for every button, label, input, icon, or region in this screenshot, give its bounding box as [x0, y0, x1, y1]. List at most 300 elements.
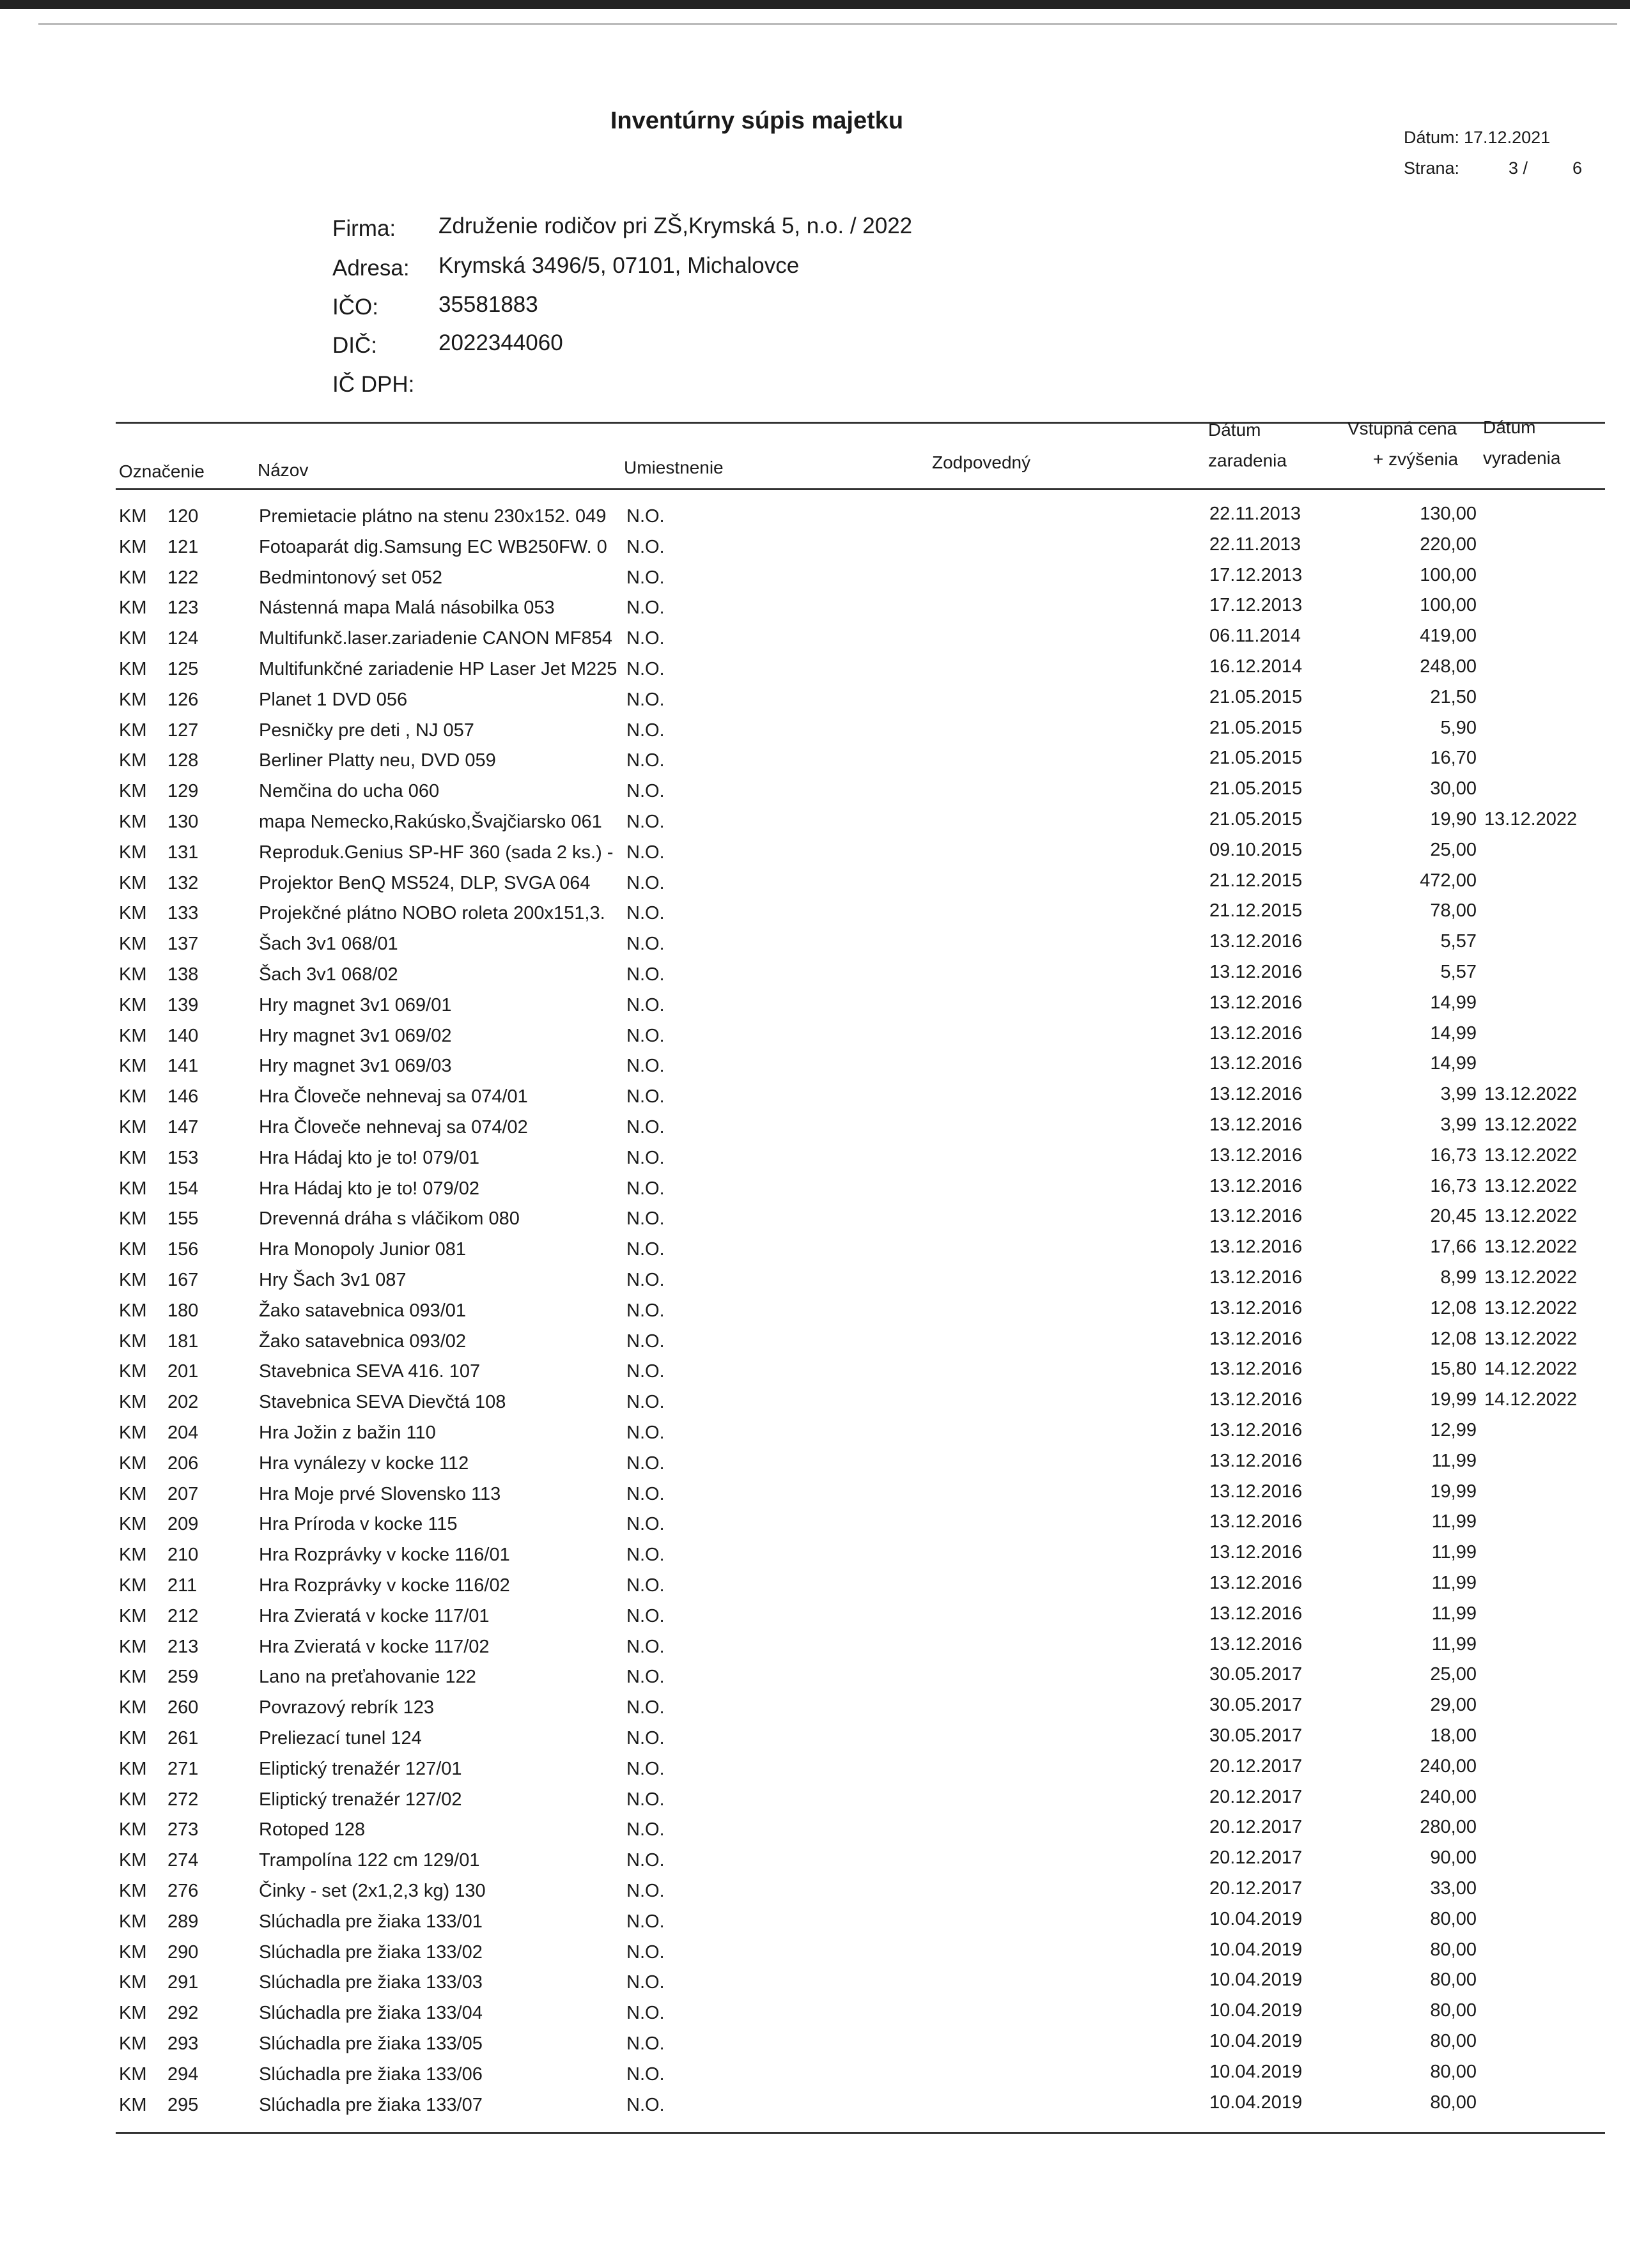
- row-date-added: 21.05.2015: [1209, 809, 1303, 829]
- row-number: 131: [167, 842, 199, 863]
- table-row: [0, 1725, 1630, 1759]
- row-location: N.O.: [626, 628, 665, 649]
- row-date-added: 30.05.2017: [1209, 1695, 1303, 1716]
- table-row: [0, 1697, 1630, 1728]
- row-price: 248,00: [1420, 656, 1477, 677]
- table-row: [0, 1908, 1630, 1942]
- scan-line: [38, 23, 1617, 25]
- row-location: N.O.: [626, 1972, 665, 1993]
- row-date-removed: 13.12.2022: [1484, 1084, 1578, 1105]
- row-name: Hra Jožin z bažin 110: [259, 1423, 436, 1443]
- row-date-removed: 14.12.2022: [1484, 1389, 1578, 1410]
- row-date-added: 06.11.2014: [1209, 626, 1301, 647]
- table-row: [0, 1511, 1630, 1545]
- row-date-added: 13.12.2016: [1209, 962, 1303, 982]
- table-row: [0, 2000, 1630, 2033]
- row-date-added: 13.12.2016: [1209, 931, 1303, 952]
- table-row: [0, 534, 1630, 567]
- row-price: 80,00: [1430, 1908, 1477, 1929]
- row-date-added: 13.12.2016: [1209, 1206, 1303, 1227]
- table-row: [0, 1022, 1630, 1056]
- row-location: N.O.: [626, 1117, 665, 1138]
- table-row: [0, 750, 1630, 781]
- table-row: [0, 1053, 1630, 1086]
- row-prefix: KM: [119, 1423, 147, 1443]
- row-date-removed: 13.12.2022: [1484, 1267, 1578, 1288]
- row-prefix: KM: [119, 1789, 147, 1810]
- row-location: N.O.: [626, 1331, 665, 1352]
- row-date-added: 13.12.2016: [1209, 1481, 1303, 1502]
- row-location: N.O.: [626, 1758, 665, 1779]
- row-prefix: KM: [119, 1178, 147, 1199]
- table-row: [0, 839, 1630, 873]
- row-location: N.O.: [626, 1881, 665, 1901]
- row-name: Fotoaparát dig.Samsung EC WB250FW. 0: [259, 536, 607, 557]
- table-row: [0, 1819, 1630, 1850]
- row-date-removed: 14.12.2022: [1484, 1359, 1578, 1380]
- table-row: [0, 1450, 1630, 1484]
- row-prefix: KM: [119, 1667, 147, 1688]
- row-price: 8,99: [1440, 1267, 1477, 1288]
- table-row: [0, 1542, 1630, 1575]
- row-price: 240,00: [1420, 1755, 1477, 1777]
- col-umiestnenie: Umiestnenie: [624, 458, 724, 477]
- row-price: 14,99: [1430, 1053, 1477, 1074]
- row-prefix: KM: [119, 1117, 147, 1138]
- table-row: [0, 2033, 1630, 2064]
- row-prefix: KM: [119, 567, 147, 588]
- row-number: 211: [167, 1575, 198, 1596]
- row-price: 20,45: [1430, 1206, 1477, 1227]
- row-location: N.O.: [626, 1545, 665, 1566]
- row-number: 133: [167, 903, 199, 924]
- row-location: N.O.: [626, 506, 665, 527]
- row-location: N.O.: [626, 1300, 665, 1321]
- row-prefix: KM: [119, 1636, 147, 1657]
- row-date-added: 13.12.2016: [1209, 1237, 1303, 1258]
- row-prefix: KM: [119, 2033, 147, 2054]
- row-name: Hra Moje prvé Slovensko 113: [259, 1483, 501, 1504]
- row-prefix: KM: [119, 842, 147, 863]
- table-row: [0, 931, 1630, 964]
- row-name: Projekčné plátno NOBO roleta 200x151,3.: [259, 903, 605, 924]
- row-date-added: 10.04.2019: [1209, 2061, 1303, 2082]
- col-datum-zaradenia-bottom: zaradenia: [1208, 451, 1287, 470]
- row-name: Slúchadla pre žiaka 133/04: [259, 2003, 483, 2024]
- row-prefix: KM: [119, 720, 147, 741]
- row-price: 19,90: [1430, 809, 1477, 829]
- table-row: [0, 686, 1630, 720]
- row-price: 29,00: [1430, 1695, 1477, 1716]
- row-date-added: 10.04.2019: [1209, 1970, 1303, 1991]
- row-name: Nemčina do ucha 060: [259, 781, 440, 802]
- row-location: N.O.: [626, 1483, 665, 1504]
- row-name: Hra Človeče nehnevaj sa 074/01: [259, 1086, 528, 1107]
- row-date-added: 17.12.2013: [1209, 595, 1303, 616]
- row-prefix: KM: [119, 1025, 147, 1046]
- row-price: 78,00: [1430, 900, 1477, 922]
- row-prefix: KM: [119, 1514, 147, 1535]
- firma-label: Firma:: [332, 216, 396, 241]
- row-prefix: KM: [119, 536, 147, 557]
- row-price: 80,00: [1430, 2092, 1477, 2113]
- table-row: [0, 1664, 1630, 1697]
- table-row: [0, 1850, 1630, 1881]
- row-date-added: 21.05.2015: [1209, 748, 1303, 769]
- row-name: Pesničky pre deti , NJ 057: [259, 720, 474, 741]
- row-prefix: KM: [119, 903, 147, 924]
- row-prefix: KM: [119, 1300, 147, 1321]
- row-price: 33,00: [1430, 1878, 1477, 1899]
- row-location: N.O.: [626, 1056, 665, 1077]
- row-date-added: 20.12.2017: [1209, 1878, 1303, 1899]
- row-prefix: KM: [119, 2094, 147, 2115]
- row-number: 271: [167, 1758, 199, 1779]
- row-date-added: 13.12.2016: [1209, 1511, 1303, 1532]
- row-location: N.O.: [626, 1270, 665, 1290]
- row-date-added: 30.05.2017: [1209, 1664, 1303, 1685]
- row-prefix: KM: [119, 1911, 147, 1932]
- row-number: 121: [167, 536, 199, 557]
- row-name: Trampolína 122 cm 129/01: [259, 1850, 480, 1871]
- row-location: N.O.: [626, 2094, 665, 2115]
- row-prefix: KM: [119, 1605, 147, 1626]
- row-prefix: KM: [119, 1972, 147, 1993]
- dic-label: DIČ:: [332, 333, 377, 358]
- row-date-added: 13.12.2016: [1209, 1389, 1303, 1410]
- row-number: 210: [167, 1545, 199, 1566]
- row-date-added: 21.05.2015: [1209, 778, 1303, 799]
- row-price: 19,99: [1430, 1389, 1477, 1410]
- row-date-removed: 13.12.2022: [1484, 1145, 1578, 1166]
- row-price: 419,00: [1420, 626, 1477, 647]
- table-row: [0, 1755, 1630, 1789]
- row-name: Lano na preťahovanie 122: [259, 1667, 476, 1688]
- row-number: 180: [167, 1300, 199, 1321]
- col-datum-zaradenia-top: Dátum: [1208, 420, 1261, 440]
- row-name: Hra Rozprávky v kocke 116/02: [259, 1575, 510, 1596]
- table-row: [0, 506, 1630, 537]
- row-price: 30,00: [1430, 778, 1477, 799]
- row-number: 204: [167, 1423, 199, 1443]
- row-number: 292: [167, 2003, 199, 2024]
- row-name: Eliptický trenažér 127/01: [259, 1758, 462, 1779]
- row-location: N.O.: [626, 1086, 665, 1107]
- row-number: 213: [167, 1636, 199, 1657]
- row-date-added: 22.11.2013: [1209, 534, 1301, 555]
- row-prefix: KM: [119, 1575, 147, 1596]
- row-name: Slúchadla pre žiaka 133/02: [259, 1941, 483, 1963]
- row-number: 212: [167, 1605, 199, 1626]
- row-number: 155: [167, 1208, 199, 1230]
- row-location: N.O.: [626, 689, 665, 710]
- table-row: [0, 1239, 1630, 1270]
- row-name: Hra Človeče nehnevaj sa 074/02: [259, 1117, 528, 1138]
- row-prefix: KM: [119, 1239, 147, 1260]
- row-prefix: KM: [119, 1086, 147, 1107]
- row-prefix: KM: [119, 2064, 147, 2085]
- row-price: 25,00: [1430, 839, 1477, 860]
- row-location: N.O.: [626, 1819, 665, 1840]
- row-name: Projektor BenQ MS524, DLP, SVGA 064: [259, 872, 591, 893]
- row-name: Hra Zvieratá v kocke 117/01: [259, 1605, 490, 1626]
- row-price: 3,99: [1440, 1084, 1477, 1105]
- row-number: 167: [167, 1270, 199, 1290]
- row-price: 80,00: [1430, 2061, 1477, 2082]
- row-name: Hry magnet 3v1 069/02: [259, 1025, 452, 1046]
- row-date-added: 13.12.2016: [1209, 1297, 1303, 1318]
- table-row: [0, 1117, 1630, 1148]
- row-price: 100,00: [1420, 564, 1477, 585]
- row-price: 17,66: [1430, 1237, 1477, 1258]
- row-price: 11,99: [1431, 1573, 1477, 1593]
- col-zodpovedny: Zodpovedný: [932, 452, 1031, 472]
- row-location: N.O.: [626, 1636, 665, 1657]
- table-row: [0, 964, 1630, 995]
- dic-value: 2022344060: [439, 330, 563, 355]
- row-date-added: 13.12.2016: [1209, 1359, 1303, 1380]
- row-number: 290: [167, 1941, 199, 1963]
- icdph-label: IČ DPH:: [332, 372, 415, 397]
- row-location: N.O.: [626, 1575, 665, 1596]
- row-number: 206: [167, 1453, 199, 1474]
- row-number: 126: [167, 689, 199, 710]
- row-date-added: 13.12.2016: [1209, 1145, 1303, 1166]
- row-prefix: KM: [119, 1331, 147, 1352]
- row-number: 201: [167, 1361, 199, 1382]
- row-price: 11,99: [1431, 1633, 1477, 1655]
- row-name: Žako satavebnica 093/02: [259, 1331, 467, 1352]
- row-date-added: 10.04.2019: [1209, 2092, 1303, 2113]
- row-price: 11,99: [1431, 1450, 1477, 1471]
- row-number: 122: [167, 567, 199, 588]
- table-row: [0, 1972, 1630, 2003]
- row-prefix: KM: [119, 1758, 147, 1779]
- row-name: Planet 1 DVD 056: [259, 689, 408, 710]
- row-date-added: 30.05.2017: [1209, 1725, 1303, 1746]
- document-title: Inventúrny súpis majetku: [610, 107, 904, 134]
- page-count: 6: [1572, 158, 1583, 178]
- row-number: 260: [167, 1697, 199, 1718]
- row-prefix: KM: [119, 934, 147, 955]
- row-prefix: KM: [119, 1545, 147, 1566]
- row-date-removed: 13.12.2022: [1484, 1237, 1578, 1258]
- row-price: 21,50: [1430, 686, 1477, 707]
- table-bottom-rule: [116, 2132, 1605, 2134]
- row-prefix: KM: [119, 872, 147, 893]
- row-prefix: KM: [119, 1941, 147, 1963]
- table-row: [0, 1939, 1630, 1973]
- row-prefix: KM: [119, 1361, 147, 1382]
- row-date-added: 13.12.2016: [1209, 992, 1303, 1013]
- row-price: 11,99: [1431, 1603, 1477, 1624]
- row-number: 138: [167, 964, 199, 985]
- row-name: Hry magnet 3v1 069/03: [259, 1056, 452, 1077]
- row-date-added: 10.04.2019: [1209, 1939, 1303, 1960]
- row-date-removed: 13.12.2022: [1484, 1206, 1578, 1227]
- row-number: 273: [167, 1819, 199, 1840]
- row-number: 274: [167, 1850, 199, 1871]
- table-row: [0, 1481, 1630, 1515]
- row-location: N.O.: [626, 1453, 665, 1474]
- row-name: Hra vynálezy v kocke 112: [259, 1453, 469, 1474]
- row-price: 220,00: [1420, 534, 1477, 555]
- row-name: Hra Príroda v kocke 115: [259, 1514, 458, 1535]
- row-price: 16,73: [1430, 1175, 1477, 1196]
- row-price: 5,57: [1440, 931, 1477, 952]
- row-location: N.O.: [626, 567, 665, 588]
- row-location: N.O.: [626, 934, 665, 955]
- row-number: 156: [167, 1239, 199, 1260]
- page-number: 3 /: [1509, 158, 1528, 178]
- row-name: Slúchadla pre žiaka 133/03: [259, 1972, 483, 1993]
- row-name: Premietacie plátno na stenu 230x152. 049: [259, 506, 607, 527]
- ico-label: IČO:: [332, 295, 378, 320]
- adresa-value: Krymská 3496/5, 07101, Michalovce: [439, 253, 800, 278]
- row-name: Žako satavebnica 093/01: [259, 1300, 467, 1321]
- row-date-removed: 13.12.2022: [1484, 1297, 1578, 1318]
- row-date-added: 20.12.2017: [1209, 1848, 1303, 1869]
- row-date-added: 17.12.2013: [1209, 564, 1303, 585]
- row-date-removed: 13.12.2022: [1484, 1115, 1578, 1135]
- row-location: N.O.: [626, 536, 665, 557]
- row-location: N.O.: [626, 2064, 665, 2085]
- table-row: [0, 2061, 1630, 2095]
- row-prefix: KM: [119, 1728, 147, 1748]
- row-price: 11,99: [1431, 1542, 1477, 1563]
- row-date-added: 13.12.2016: [1209, 1420, 1303, 1440]
- row-price: 14,99: [1430, 992, 1477, 1013]
- table-row: [0, 1145, 1630, 1178]
- row-location: N.O.: [626, 1178, 665, 1199]
- row-number: 181: [167, 1331, 199, 1352]
- table-row: [0, 1175, 1630, 1209]
- row-price: 472,00: [1420, 870, 1477, 891]
- row-number: 129: [167, 781, 199, 802]
- row-number: 154: [167, 1178, 199, 1199]
- row-location: N.O.: [626, 1239, 665, 1260]
- row-date-added: 13.12.2016: [1209, 1115, 1303, 1135]
- row-price: 130,00: [1420, 504, 1477, 524]
- row-number: 202: [167, 1392, 199, 1413]
- row-number: 132: [167, 872, 199, 893]
- table-row: [0, 1575, 1630, 1606]
- row-name: Hry magnet 3v1 069/01: [259, 994, 452, 1015]
- row-price: 90,00: [1430, 1848, 1477, 1869]
- row-number: 153: [167, 1147, 199, 1168]
- row-location: N.O.: [626, 1789, 665, 1810]
- row-date-removed: 13.12.2022: [1484, 1175, 1578, 1196]
- row-name: Hra Monopoly Junior 081: [259, 1239, 467, 1260]
- row-prefix: KM: [119, 1697, 147, 1718]
- row-prefix: KM: [119, 1208, 147, 1230]
- row-date-added: 20.12.2017: [1209, 1786, 1303, 1807]
- row-price: 11,99: [1431, 1511, 1477, 1532]
- row-location: N.O.: [626, 720, 665, 741]
- table-row: [0, 1267, 1630, 1300]
- table-row: [0, 1208, 1630, 1239]
- row-location: N.O.: [626, 1911, 665, 1932]
- table-row: [0, 717, 1630, 751]
- row-location: N.O.: [626, 2033, 665, 2054]
- row-location: N.O.: [626, 964, 665, 985]
- row-prefix: KM: [119, 994, 147, 1015]
- row-date-added: 20.12.2017: [1209, 1817, 1303, 1838]
- row-name: Stavebnica SEVA Dievčtá 108: [259, 1392, 506, 1413]
- row-prefix: KM: [119, 2003, 147, 2024]
- row-name: Berliner Platty neu, DVD 059: [259, 750, 496, 771]
- col-nazov: Názov: [258, 460, 309, 480]
- row-date-added: 13.12.2016: [1209, 1022, 1303, 1044]
- row-price: 5,57: [1440, 962, 1477, 982]
- row-location: N.O.: [626, 1147, 665, 1168]
- print-date: 17.12.2021: [1464, 128, 1551, 147]
- row-location: N.O.: [626, 2003, 665, 2024]
- row-prefix: KM: [119, 1056, 147, 1077]
- row-number: 127: [167, 720, 199, 741]
- row-prefix: KM: [119, 812, 147, 832]
- row-name: Hra Hádaj kto je to! 079/01: [259, 1147, 479, 1168]
- table-row: [0, 595, 1630, 628]
- row-date-added: 10.04.2019: [1209, 2031, 1303, 2051]
- row-location: N.O.: [626, 842, 665, 863]
- table-row: [0, 1389, 1630, 1423]
- row-location: N.O.: [626, 598, 665, 619]
- row-price: 16,70: [1430, 748, 1477, 769]
- adresa-label: Adresa:: [332, 256, 410, 281]
- row-price: 80,00: [1430, 2031, 1477, 2051]
- row-number: 295: [167, 2094, 199, 2115]
- row-date-added: 13.12.2016: [1209, 1542, 1303, 1563]
- row-price: 3,99: [1440, 1115, 1477, 1135]
- table-row: [0, 1361, 1630, 1392]
- row-date-added: 13.12.2016: [1209, 1450, 1303, 1471]
- row-price: 14,99: [1430, 1022, 1477, 1044]
- row-location: N.O.: [626, 1850, 665, 1871]
- row-number: 209: [167, 1514, 199, 1535]
- row-name: Slúchadla pre žiaka 133/07: [259, 2094, 483, 2115]
- col-datum-vyradenia-bottom: vyradenia: [1483, 448, 1561, 468]
- header-bottom-rule: [116, 488, 1605, 490]
- table-row: [0, 1420, 1630, 1453]
- row-location: N.O.: [626, 994, 665, 1015]
- page-label: Strana:: [1404, 158, 1460, 178]
- row-date-added: 13.12.2016: [1209, 1053, 1303, 1074]
- date-label: Dátum:: [1404, 128, 1460, 147]
- row-name: Multifunkč.laser.zariadenie CANON MF854: [259, 628, 612, 649]
- row-location: N.O.: [626, 1941, 665, 1963]
- table-row: [0, 1878, 1630, 1911]
- row-name: Slúchadla pre žiaka 133/06: [259, 2064, 483, 2085]
- table-row: [0, 2092, 1630, 2125]
- row-location: N.O.: [626, 1208, 665, 1230]
- row-number: 276: [167, 1881, 199, 1901]
- row-name: Slúchadla pre žiaka 133/01: [259, 1911, 483, 1932]
- row-prefix: KM: [119, 1453, 147, 1474]
- row-prefix: KM: [119, 1850, 147, 1871]
- col-datum-vyradenia-top: Dátum: [1483, 417, 1536, 437]
- row-date-added: 13.12.2016: [1209, 1603, 1303, 1624]
- row-price: 100,00: [1420, 595, 1477, 616]
- row-date-added: 13.12.2016: [1209, 1633, 1303, 1655]
- row-name: Činky - set (2x1,2,3 kg) 130: [259, 1881, 486, 1901]
- row-location: N.O.: [626, 812, 665, 832]
- row-number: 291: [167, 1972, 199, 1993]
- row-number: 146: [167, 1086, 199, 1107]
- row-prefix: KM: [119, 964, 147, 985]
- ico-value: 35581883: [439, 292, 538, 317]
- row-prefix: KM: [119, 1392, 147, 1413]
